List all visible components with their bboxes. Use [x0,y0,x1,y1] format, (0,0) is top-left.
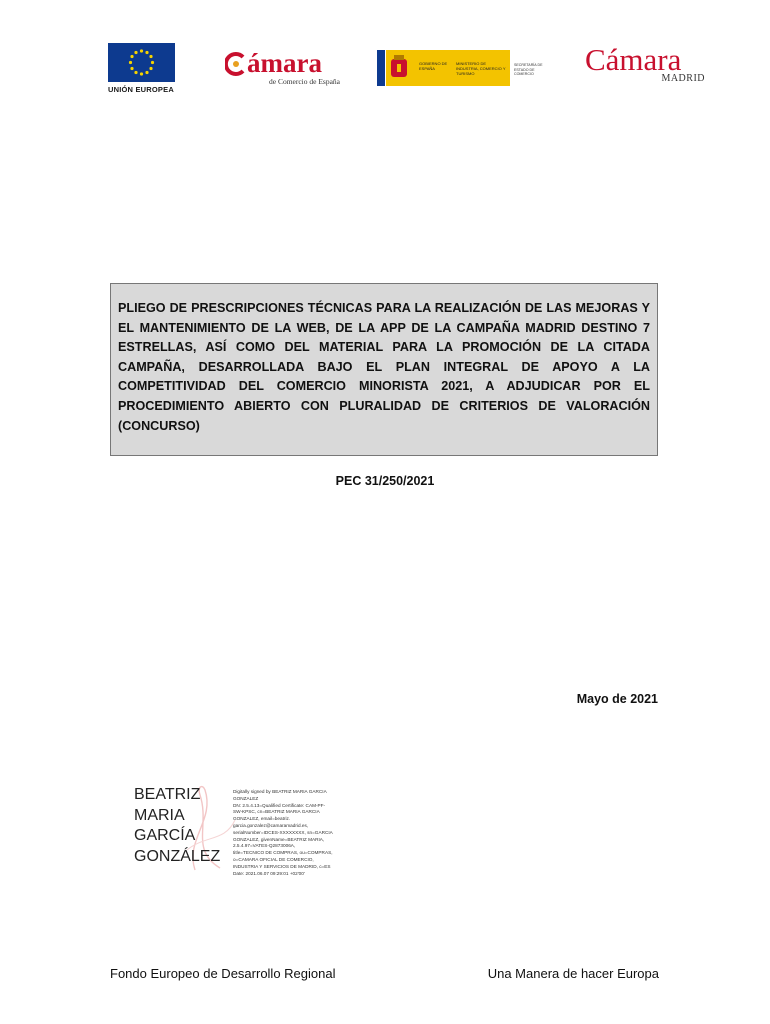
reference-number: PEC 31/250/2021 [335,474,435,488]
eu-logo [108,43,175,94]
camara-espana-word: ámara [247,48,322,78]
eu-strip-icon [377,50,385,86]
gobierno-logo [377,50,549,86]
title-box [110,283,658,456]
coat-of-arms-icon [389,55,409,81]
camara-espana-logo [225,50,340,86]
footer-right-text: Una Manera de hacer Europa [487,966,659,981]
secretaria-text: SECRETARÍA DE ESTADO DE COMERCIO [514,63,543,76]
camara-c-icon [225,52,247,76]
camara-madrid-logo [585,42,705,84]
eu-flag-icon [108,43,175,82]
camara-madrid-subtitle: MADRID [661,73,705,84]
signer-name: BEATRIZ MARIA GARCÍA GONZÁLEZ [134,786,221,865]
document-date: Mayo de 2021 [576,692,658,706]
footer-left-text: Fondo Europeo de Desarrollo Regional [110,966,336,981]
ministerio-text: MINISTERIO DE INDUSTRIA, COMERCIO Y TURISMO [456,61,506,76]
document-title: PLIEGO DE PRESCRIPCIONES TÉCNICAS PARA LA REALIZACIÓN DE LAS MEJORAS Y EL MANTENIMIENTO DE LA WEB, DE LA APP DE LA CAMPAÑA MADRID DESTINO 7 ESTRELLAS, ASÍ COMO DEL MATERIAL PARA LA PROMOCIÓN DE LA CITADA CAMPAÑA, DESARROLLADA BAJO EL PLAN INTEGRAL DE APOYO A LA COMPETITIVIDAD DEL COMERCIO MINORISTA 2021, A ADJUDICAR POR EL PROCEDIMIENTO ABIERTO CON PLURALIDAD DE CRITERIOS DE VALORACIÓN (CONCURSO) [118,301,650,433]
camara-espana-subtitle: de Comercio de España [268,77,340,86]
gobierno-text: GOBIERNO DE ESPAÑA [419,61,448,71]
camara-madrid-word: Cámara [585,42,682,77]
signature-details: Digitally signed by BEATRIZ MARIA GARCIA GONZALEZ DN: 2.5.4.13=Qualified Certificate: CAM-PF- SW-KPSC, cn=BEATRIZ MARIA GARCIA GONZALEZ, email=beatriz. garcia.gonzalez@camaramadrid.es, serialNumber=IDCES-XXXXXXXX, sn=GARCIA GONZALEZ, givenName=BEATRIZ MARIA, 2.5.4.97=VATES-Q2873006A, title=TECNICO DE COMPRAS, ou=COMPRAS, o=CAMARA OFICIAL DE COMERCIO, INDUSTRIA Y SERVICIOS DE MADRID, c=ES Date: 2021.06.07 09:29:01 +02'00' [233,789,333,876]
eu-label: UNIÓN EUROPEA [108,85,174,94]
